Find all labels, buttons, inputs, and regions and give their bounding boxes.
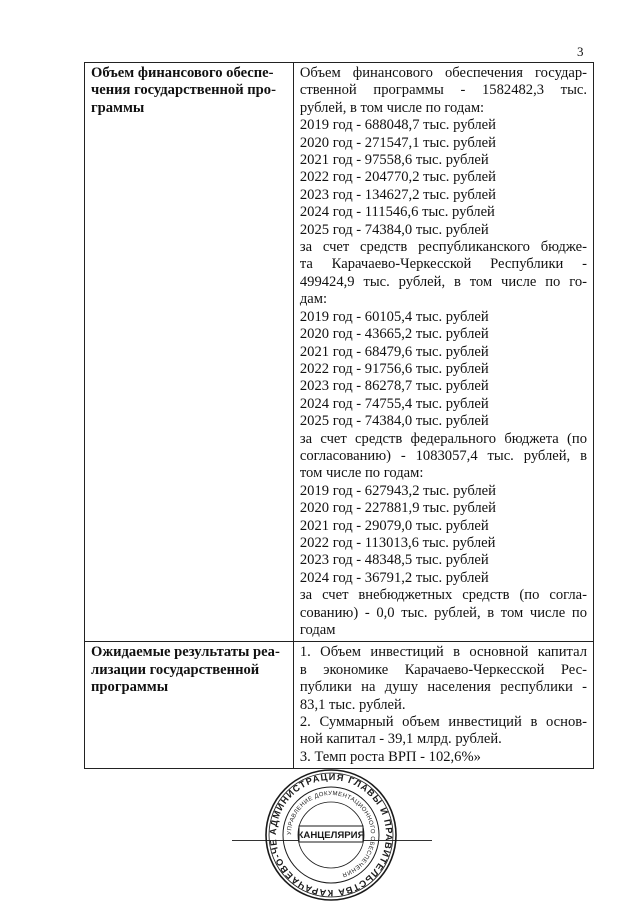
label-line: чения государственной про-	[91, 82, 276, 99]
value-line: та Карачаево-Черкесской Республики -	[299, 256, 587, 273]
page-number: 3	[577, 44, 584, 59]
row-value	[293, 642, 593, 769]
value-line: 2021 год - 68479,6 тыс. рублей	[299, 343, 489, 360]
value-line: дам:	[299, 291, 328, 308]
value-line: 2023 год - 48348,5 тыс. рублей	[299, 552, 489, 569]
value-line: 499424,9 тыс. рублей, в том числе по го-	[299, 273, 587, 290]
value-line: 2019 год - 60105,4 тыс. рублей	[299, 308, 489, 325]
value-line: 2019 год - 688048,7 тыс. рублей	[299, 117, 496, 134]
value-line: 2019 год - 627943,2 тыс. рублей	[299, 482, 496, 499]
value-line: 2020 год - 271547,1 тыс. рублей	[299, 134, 496, 151]
value-line: 2023 год - 86278,7 тыс. рублей	[299, 378, 489, 395]
table-row	[85, 63, 594, 642]
value-line: публики на душу населения республики -	[299, 679, 587, 696]
value-line: 3. Темп роста ВРП - 102,6%»	[299, 748, 481, 765]
table-row	[85, 642, 594, 769]
value-line: за счет средств федерального бюджета (по	[299, 430, 587, 447]
value-line: 2. Суммарный объем инвестиций в основ-	[299, 714, 587, 731]
row-label	[85, 642, 294, 769]
seal-outer-text: АДМИНИСТРАЦИЯ ГЛАВЫ И ПРАВИТЕЛЬСТВА КАРАЧАЕВО-ЧЕ	[267, 771, 395, 899]
label-line: программы	[91, 679, 169, 696]
label-line: Объем финансового обеспе-	[91, 65, 274, 81]
value-line: 2025 год - 74384,0 тыс. рублей	[299, 221, 489, 238]
program-passport-table	[84, 62, 594, 769]
row-label	[85, 63, 294, 642]
value-line: 2022 год - 113013,6 тыс. рублей	[299, 534, 496, 551]
value-line: ной капитал - 39,1 млрд. рублей.	[299, 731, 502, 748]
value-line: 2024 год - 74755,4 тыс. рублей	[299, 395, 489, 412]
value-line: 83,1 тыс. рублей.	[299, 696, 406, 713]
value-line: 1. Объем инвестиций в основной капитал	[299, 644, 587, 661]
value-line: сованию) - 0,0 тыс. рублей, в том числе по	[299, 604, 587, 621]
value-line: 2021 год - 97558,6 тыс. рублей	[299, 152, 489, 169]
value-line: 2024 год - 111546,6 тыс. рублей	[299, 204, 495, 221]
label-line: Ожидаемые результаты реа-	[91, 644, 280, 661]
value-line: в экономике Карачаево-Черкесской Рес-	[299, 661, 587, 678]
official-seal-stamp	[263, 767, 399, 903]
value-line: 2025 год - 74384,0 тыс. рублей	[299, 413, 489, 430]
row-value	[293, 63, 593, 642]
value-line: 2021 год - 29079,0 тыс. рублей	[299, 517, 489, 534]
value-line: 2023 год - 134627,2 тыс. рублей	[299, 186, 496, 203]
value-line: годам	[299, 622, 336, 638]
value-line: ственной программы - 1582482,3 тыс.	[299, 82, 587, 99]
value-line: том числе по годам:	[299, 465, 424, 482]
seal-icon	[263, 767, 399, 903]
value-line: Объем финансового обеспечения государ-	[299, 65, 587, 81]
value-line: рублей, в том числе по годам:	[299, 99, 485, 116]
value-line: 2024 год - 36791,2 тыс. рублей	[299, 569, 489, 586]
value-line: за счет средств республиканского бюдже-	[299, 239, 587, 256]
label-line: граммы	[91, 99, 145, 116]
value-line: за счет внебюджетных средств (по согла-	[299, 587, 587, 604]
value-line: 2022 год - 204770,2 тыс. рублей	[299, 169, 496, 186]
value-line: 2020 год - 43665,2 тыс. рублей	[299, 326, 489, 343]
value-line: согласованию) - 1083057,4 тыс. рублей, в	[299, 447, 587, 464]
value-line: 2022 год - 91756,6 тыс. рублей	[299, 360, 489, 377]
label-line: лизации государственной	[91, 661, 260, 678]
value-line: 2020 год - 227881,9 тыс. рублей	[299, 500, 496, 517]
seal-inner-text: УПРАВЛЕНИЕ ДОКУМЕНТАЦИОННОГО ОБЕСПЕЧЕНИЯ	[286, 790, 376, 878]
seal-center-text: КАНЦЕЛЯРИЯ	[297, 830, 365, 841]
